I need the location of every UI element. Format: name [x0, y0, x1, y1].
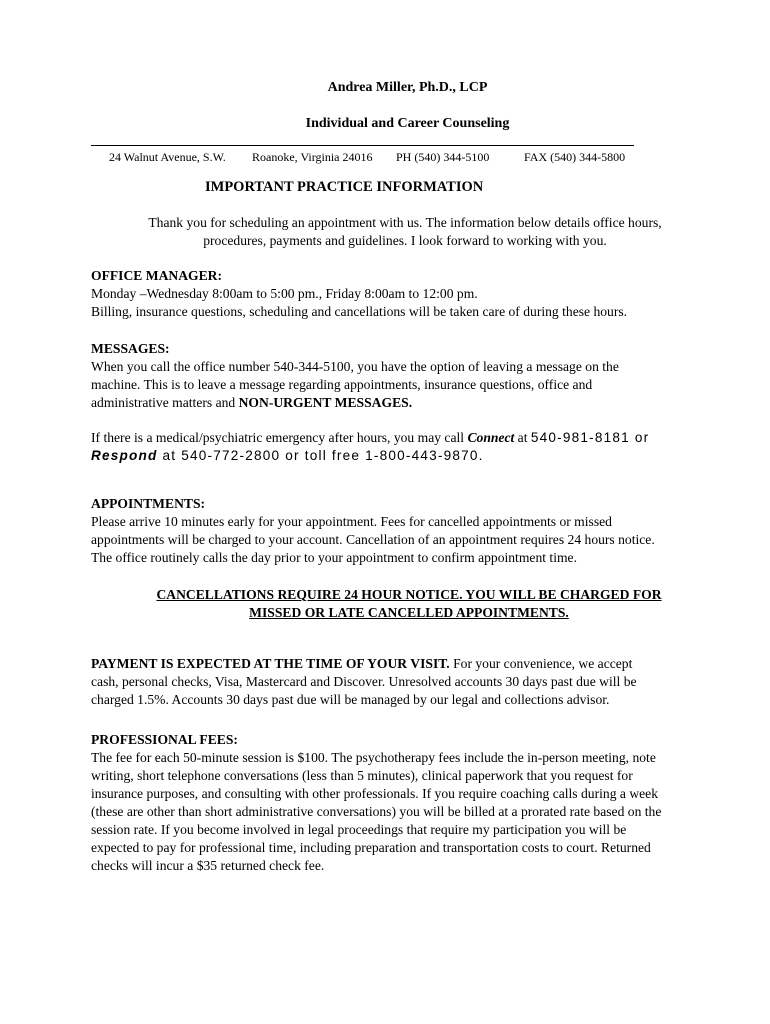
- intro-line: procedures, payments and guidelines. I look forward to working with you.: [203, 233, 607, 248]
- paragraph-line: expected to pay for professional time, including preparation and transportation costs to court. Returned: [91, 840, 651, 855]
- payment-section: [91, 655, 731, 709]
- emergency-paragraph: [91, 429, 731, 465]
- main-heading: IMPORTANT PRACTICE INFORMATION: [205, 179, 484, 195]
- paragraph-line: [91, 429, 731, 447]
- practitioner-name: Andrea Miller, Ph.D., LCP: [327, 80, 488, 95]
- phone-number: PH (540) 344-5100: [396, 150, 490, 164]
- section-heading: OFFICE MANAGER:: [91, 268, 223, 283]
- paragraph-line: (these are other than short administrative conversations) you will be billed at a prorated rate based on the: [91, 804, 662, 819]
- connect-label: Connect: [467, 430, 515, 445]
- respond-label: Respond: [91, 448, 158, 463]
- messages-section: [91, 340, 731, 412]
- cancellation-notice: [110, 586, 708, 622]
- section-heading: APPOINTMENTS:: [91, 496, 206, 511]
- intro-paragraph: [100, 214, 710, 250]
- paragraph-line: When you call the office number 540-344-5100, you have the option of leaving a message on the: [91, 359, 619, 374]
- office-hours: Monday –Wednesday 8:00am to 5:00 pm., Friday 8:00am to 12:00 pm.: [91, 286, 478, 301]
- practice-subtitle: Individual and Career Counseling: [305, 116, 510, 131]
- paragraph-line: [91, 655, 731, 673]
- non-urgent-emphasis: NON-URGENT MESSAGES.: [238, 395, 413, 410]
- paragraph-line: session rate. If you become involved in legal proceedings that require my participation you will be: [91, 822, 627, 837]
- paragraph-line: Please arrive 10 minutes early for your appointment. Fees for cancelled appointments or missed: [91, 514, 612, 529]
- professional-fees-section: [91, 731, 731, 875]
- section-heading: MESSAGES:: [91, 341, 170, 356]
- paragraph-line: insurance purposes, and consulting with other professionals. If you require coaching calls during a week: [91, 786, 659, 801]
- text-run: For your convenience, we accept: [449, 656, 633, 671]
- paragraph-line: checks will incur a $35 returned check fee.: [91, 858, 325, 873]
- address: 24 Walnut Avenue, S.W.: [109, 150, 226, 164]
- office-duties: Billing, insurance questions, scheduling and cancellations will be taken care of during these hours.: [91, 304, 628, 319]
- paragraph-line: The office routinely calls the day prior to your appointment to confirm appointment time.: [91, 550, 577, 565]
- office-manager-section: [91, 267, 731, 321]
- paragraph-line: machine. This is to leave a message regarding appointments, insurance questions, office and: [91, 377, 593, 392]
- connect-number: 540-981-8181 or: [530, 430, 650, 445]
- intro-line: Thank you for scheduling an appointment with us. The information below details office hours,: [148, 215, 662, 230]
- city-state-zip: Roanoke, Virginia 24016: [252, 150, 373, 164]
- paragraph-line: appointments will be charged to your account. Cancellation of an appointment requires 24 hours notice.: [91, 532, 655, 547]
- appointments-section: [91, 495, 731, 567]
- paragraph-line: The fee for each 50-minute session is $100. The psychotherapy fees include the in-person meeting, note: [91, 750, 656, 765]
- paragraph-line: [91, 447, 731, 465]
- notice-line: CANCELLATIONS REQUIRE 24 HOUR NOTICE. YOU WILL BE CHARGED FOR: [156, 587, 662, 602]
- paragraph-line: charged 1.5%. Accounts 30 days past due will be managed by our legal and collections advisor.: [91, 692, 610, 707]
- section-heading: PROFESSIONAL FEES:: [91, 732, 238, 747]
- section-heading: PAYMENT IS EXPECTED AT THE TIME OF YOUR VISIT.: [91, 656, 450, 671]
- text-run: at: [514, 430, 531, 445]
- paragraph-line: cash, personal checks, Visa, Mastercard and Discover. Unresolved accounts 30 days past due will be: [91, 674, 637, 689]
- notice-line: MISSED OR LATE CANCELLED APPOINTMENTS.: [249, 605, 569, 620]
- text-run: administrative matters and: [91, 395, 239, 410]
- respond-numbers: at 540-772-2800 or toll free 1-800-443-9870.: [157, 448, 484, 463]
- paragraph-line: writing, short telephone conversations (less than 5 minutes), clinical paperwork that you request for: [91, 768, 633, 783]
- paragraph-line: [91, 394, 731, 412]
- fax-number: FAX (540) 344-5800: [524, 150, 626, 164]
- text-run: If there is a medical/psychiatric emergency after hours, you may call: [91, 430, 468, 445]
- header-divider: [91, 145, 634, 146]
